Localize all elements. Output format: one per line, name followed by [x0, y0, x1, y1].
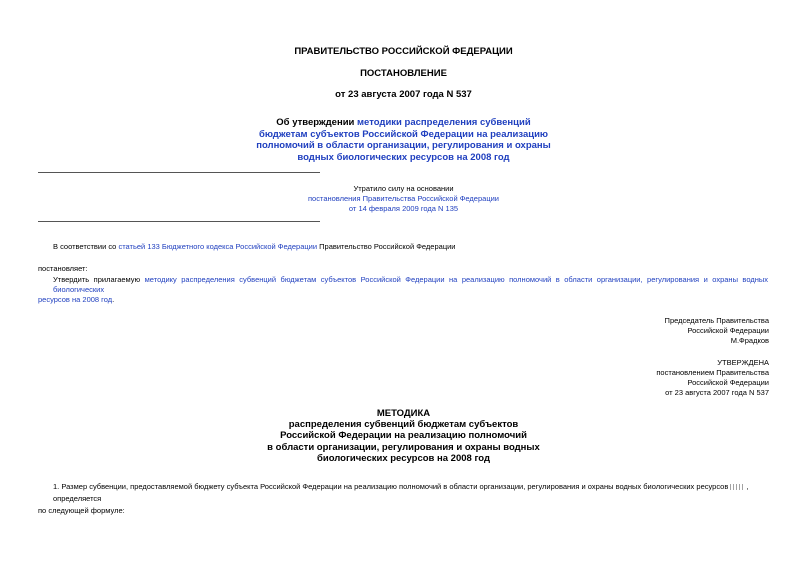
repeal-text: Утратило силу на основании [353, 184, 454, 193]
methodology-title [0, 408, 807, 464]
document-type-heading: ПОСТАНОВЛЕНИЕ [360, 68, 447, 79]
document-date-number: от 23 августа 2007 года N 537 [335, 89, 472, 100]
methodology-title-line-1: МЕТОДИКА [376, 408, 431, 419]
title-line-4[interactable]: водных биологических ресурсов на 2008 год [297, 151, 510, 163]
approve-line-1 [38, 275, 768, 295]
approve-suffix: . [112, 295, 115, 304]
signature-block [665, 316, 769, 346]
approved-block [656, 358, 769, 398]
clause-1-line-2: по следующей формуле: [38, 506, 125, 515]
divider-bottom [38, 221, 320, 222]
title-line-1 [0, 117, 807, 129]
approved-org: Российской Федерации [687, 378, 769, 387]
clause-1 [38, 481, 768, 517]
approved-label: УТВЕРЖДЕНА [717, 358, 769, 367]
preamble-prefix: В соответствии со [53, 242, 119, 251]
clause-1-text: 1. Размер субвенции, предоставляемой бюджету субъекта Российской Федерации на реализацию полномочий в области организации, регулирования и охраны водных биологических ресурсов [53, 482, 729, 491]
budget-code-link[interactable]: статьей 133 Бюджетного кодекса Российской Федерации [118, 242, 318, 251]
resolves-text: постановляет: [38, 264, 88, 273]
repeal-notice [0, 184, 807, 214]
methodology-title-line-4: в области организации, регулирования и охраны водных [267, 441, 540, 453]
title-line-2[interactable]: бюджетам субъектов Российской Федерации на реализацию [258, 128, 549, 140]
title-line-3[interactable]: полномочий в области организации, регулирования и охраны [256, 140, 551, 151]
signature-position: Председатель Правительства [664, 316, 769, 325]
title-link[interactable]: методики распределения субвенций [357, 117, 531, 128]
signature-org: Российской Федерации [687, 326, 769, 335]
repeal-link-1[interactable]: постановления Правительства Российской Федерации [307, 194, 499, 203]
methodology-link[interactable]: методику распределения субвенций бюджетам субъектов Российской Федерации на реализацию полномочий в области организации, регулирования и охраны водных биологических [53, 275, 769, 294]
document-title [0, 117, 807, 163]
clause-1-line-1 [38, 481, 768, 505]
government-heading: ПРАВИТЕЛЬСТВО РОССИЙСКОЙ ФЕДЕРАЦИИ [294, 46, 513, 57]
methodology-title-line-5: биологических ресурсов на 2008 год [316, 452, 490, 464]
approve-paragraph [38, 275, 768, 305]
divider-top [38, 172, 320, 173]
formula-symbol-icon [730, 484, 744, 490]
approve-prefix: Утвердить прилагаемую [53, 275, 145, 284]
repeal-link-2[interactable]: от 14 февраля 2009 года N 135 [348, 204, 459, 213]
signature-name: М.Фрадков [730, 336, 769, 345]
clause-1-after: , определяется [53, 482, 749, 503]
preamble-suffix: Правительство Российской Федерации [317, 242, 456, 251]
methodology-link-cont[interactable]: ресурсов на 2008 год [38, 295, 113, 304]
approve-line-2 [38, 295, 768, 305]
methodology-title-line-2: распределения субвенций бюджетам субъектов [288, 419, 519, 431]
approved-date: от 23 августа 2007 года N 537 [665, 388, 769, 397]
title-prefix: Об утверждении [276, 117, 358, 128]
methodology-title-line-3: Российской Федерации на реализацию полномочий [280, 430, 527, 442]
approved-by: постановлением Правительства [656, 368, 769, 377]
preamble [53, 242, 456, 252]
